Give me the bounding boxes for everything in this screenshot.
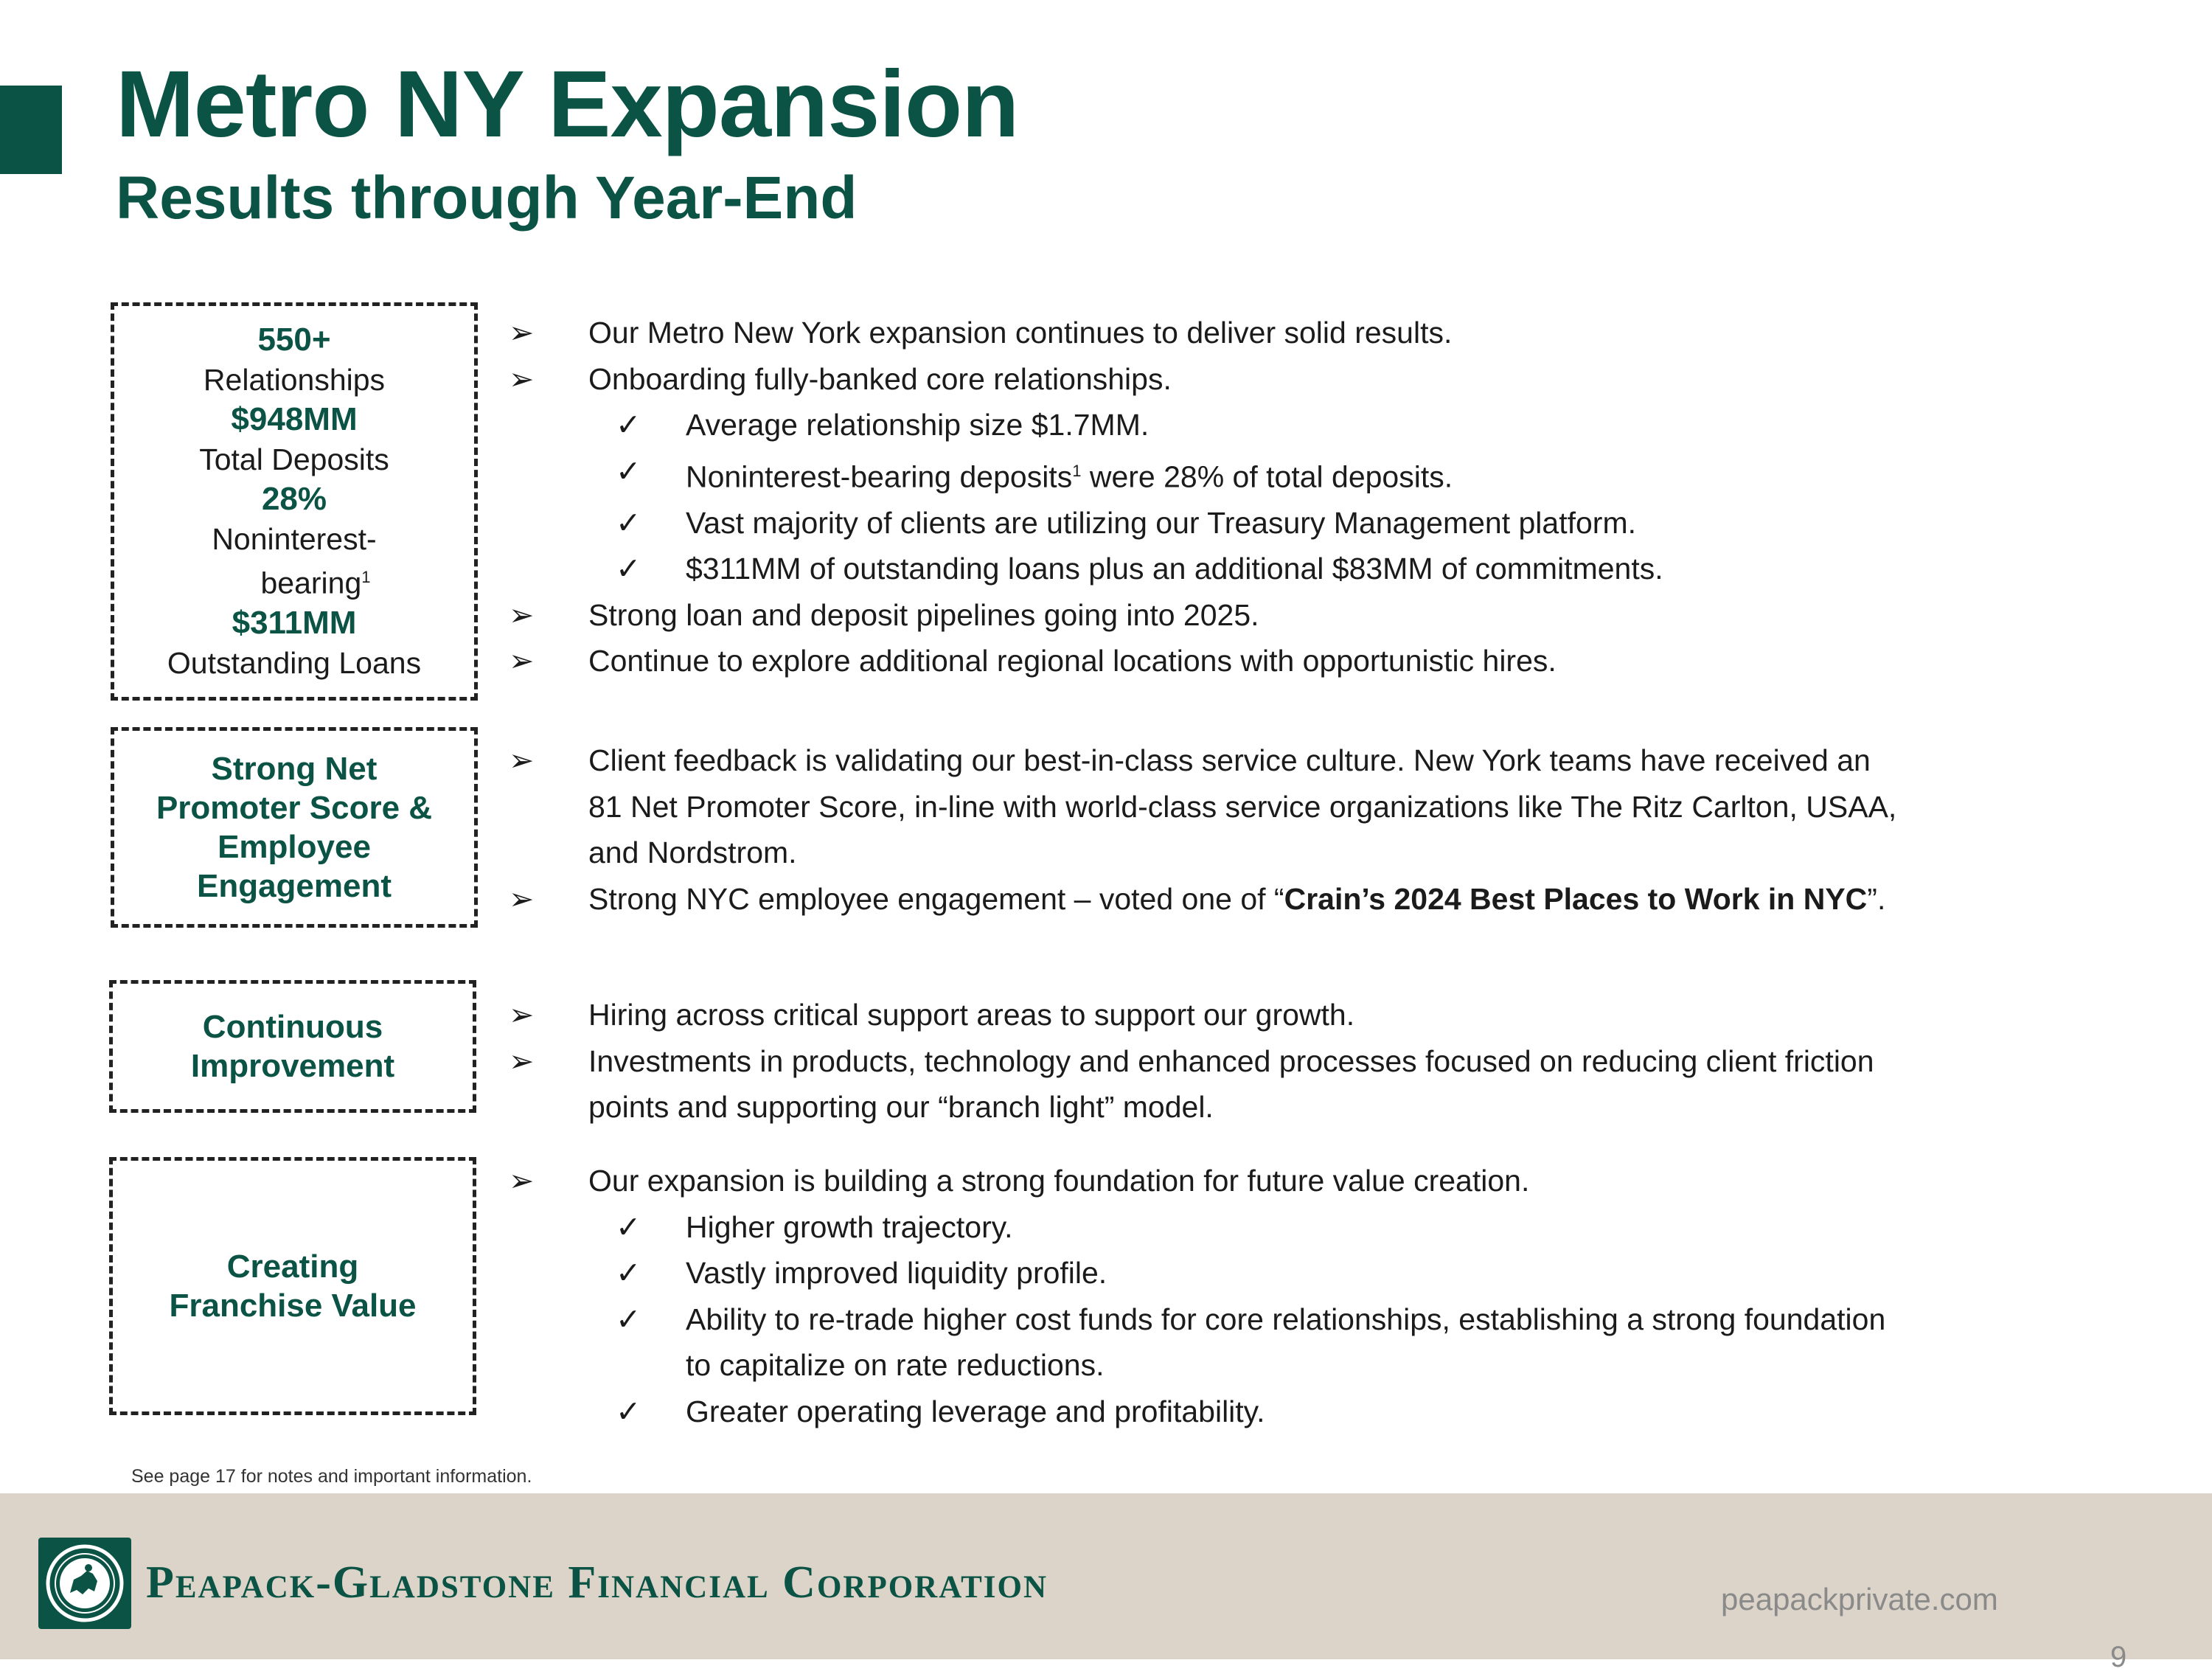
metric-value: 550+	[257, 322, 331, 358]
footnote-marker: 1	[1072, 461, 1082, 480]
list-item: ✓ Vast majority of clients are utilizing our Treasury Management platform.	[501, 500, 2153, 546]
accent-bar	[0, 86, 62, 174]
website-link[interactable]: peapackprivate.com	[1721, 1582, 1998, 1616]
metric-label: Relationships	[203, 363, 386, 397]
page-subtitle: Results through Year-End	[116, 164, 858, 232]
arrow-bullet-icon: ➢	[509, 1043, 535, 1078]
list-item: ✓ $311MM of outstanding loans plus an additional $83MM of commitments.	[501, 546, 2153, 592]
list-item-continuation: to capitalize on rate reductions.	[686, 1348, 1105, 1382]
list-item: ➢ Strong loan and deposit pipelines going into 2025.	[501, 592, 2153, 639]
nps-box: Strong Net Promoter Score & Employee Engagement	[111, 727, 478, 928]
arrow-bullet-icon: ➢	[509, 743, 535, 777]
list-item: ➢ Onboarding fully-banked core relationships.	[501, 356, 2153, 403]
list-item: ✓ Average relationship size $1.7MM.	[501, 402, 2153, 448]
list-item: ➢ Client feedback is validating our best-in-class service culture. New York teams have received an	[501, 737, 2153, 784]
page-title: Metro NY Expansion	[116, 52, 1019, 157]
check-icon: ✓	[616, 408, 641, 442]
check-icon: ✓	[616, 1394, 641, 1428]
company-logo-icon	[38, 1538, 131, 1629]
list-item: ➢ Our expansion is building a strong foundation for future value creation.	[501, 1158, 2153, 1204]
arrow-bullet-icon: ➢	[509, 881, 535, 916]
improvement-box: Continuous Improvement	[109, 980, 476, 1113]
metric-value: 28%	[261, 481, 327, 517]
metric-label: bearing$^1$	[260, 566, 371, 600]
bullet-group-nps	[501, 737, 2153, 922]
list-item: ✓ Ability to re-trade higher cost funds for core relationships, establishing a strong foundation	[501, 1296, 2153, 1343]
footnote: See page 17 for notes and important information.	[131, 1466, 532, 1487]
list-item: ➢ Investments in products, technology and enhanced processes focused on reducing client friction	[501, 1038, 2153, 1085]
check-icon: ✓	[616, 454, 641, 488]
arrow-bullet-icon: ➢	[509, 998, 535, 1032]
arrow-bullet-icon: ➢	[509, 316, 535, 350]
list-item: ➢ Strong NYC employee engagement – voted one of “Crain’s 2024 Best Places to Work in NYC”.	[501, 876, 2153, 923]
check-icon: ✓	[616, 1256, 641, 1290]
bullet-group-improvement	[501, 992, 2153, 1131]
metric-value: $311MM	[232, 604, 357, 641]
list-item-continuation: and Nordstrom.	[588, 836, 797, 869]
list-item: ✓ Higher growth trajectory.	[501, 1204, 2153, 1251]
arrow-bullet-icon: ➢	[509, 644, 535, 678]
metric-label: Outstanding Loans	[167, 645, 422, 680]
metric-value: $948MM	[231, 401, 358, 437]
franchise-box: Creating Franchise Value	[109, 1157, 476, 1415]
arrow-bullet-icon: ➢	[509, 361, 535, 396]
footnote-marker: 1	[361, 568, 371, 586]
bullet-group-franchise	[501, 1158, 2153, 1434]
check-icon: ✓	[616, 1302, 641, 1336]
bullet-group-results	[501, 310, 2153, 684]
page-number: 9	[2110, 1641, 2127, 1673]
arrow-bullet-icon: ➢	[509, 1164, 535, 1198]
check-icon: ✓	[616, 1209, 641, 1244]
list-item: ✓ Greater operating leverage and profitability.	[501, 1389, 2153, 1435]
list-item: ➢ Our Metro New York expansion continues to deliver solid results.	[501, 310, 2153, 356]
footer	[0, 1493, 2212, 1673]
check-icon: ✓	[616, 552, 641, 586]
check-icon: ✓	[616, 505, 641, 540]
list-item: ➢ Hiring across critical support areas to support our growth.	[501, 992, 2153, 1038]
metric-label: Noninterest-	[212, 522, 377, 556]
list-item-continuation: 81 Net Promoter Score, in-line with world-class service organizations like The Ritz Carlton, USAA,	[588, 789, 1897, 824]
list-item: ➢ Continue to explore additional regional locations with opportunistic hires.	[501, 638, 2153, 684]
arrow-bullet-icon: ➢	[509, 597, 535, 632]
list-item-continuation: points and supporting our “branch light” model.	[588, 1090, 1214, 1124]
list-item: ✓ Vastly improved liquidity profile.	[501, 1250, 2153, 1296]
metrics-box	[111, 302, 478, 701]
list-item: ✓ Noninterest-bearing deposits$^1$ were 28% of total deposits.	[501, 448, 2153, 500]
company-name: Peapack-Gladstone Financial Corporation	[146, 1557, 1048, 1608]
metric-label: Total Deposits	[199, 442, 389, 476]
